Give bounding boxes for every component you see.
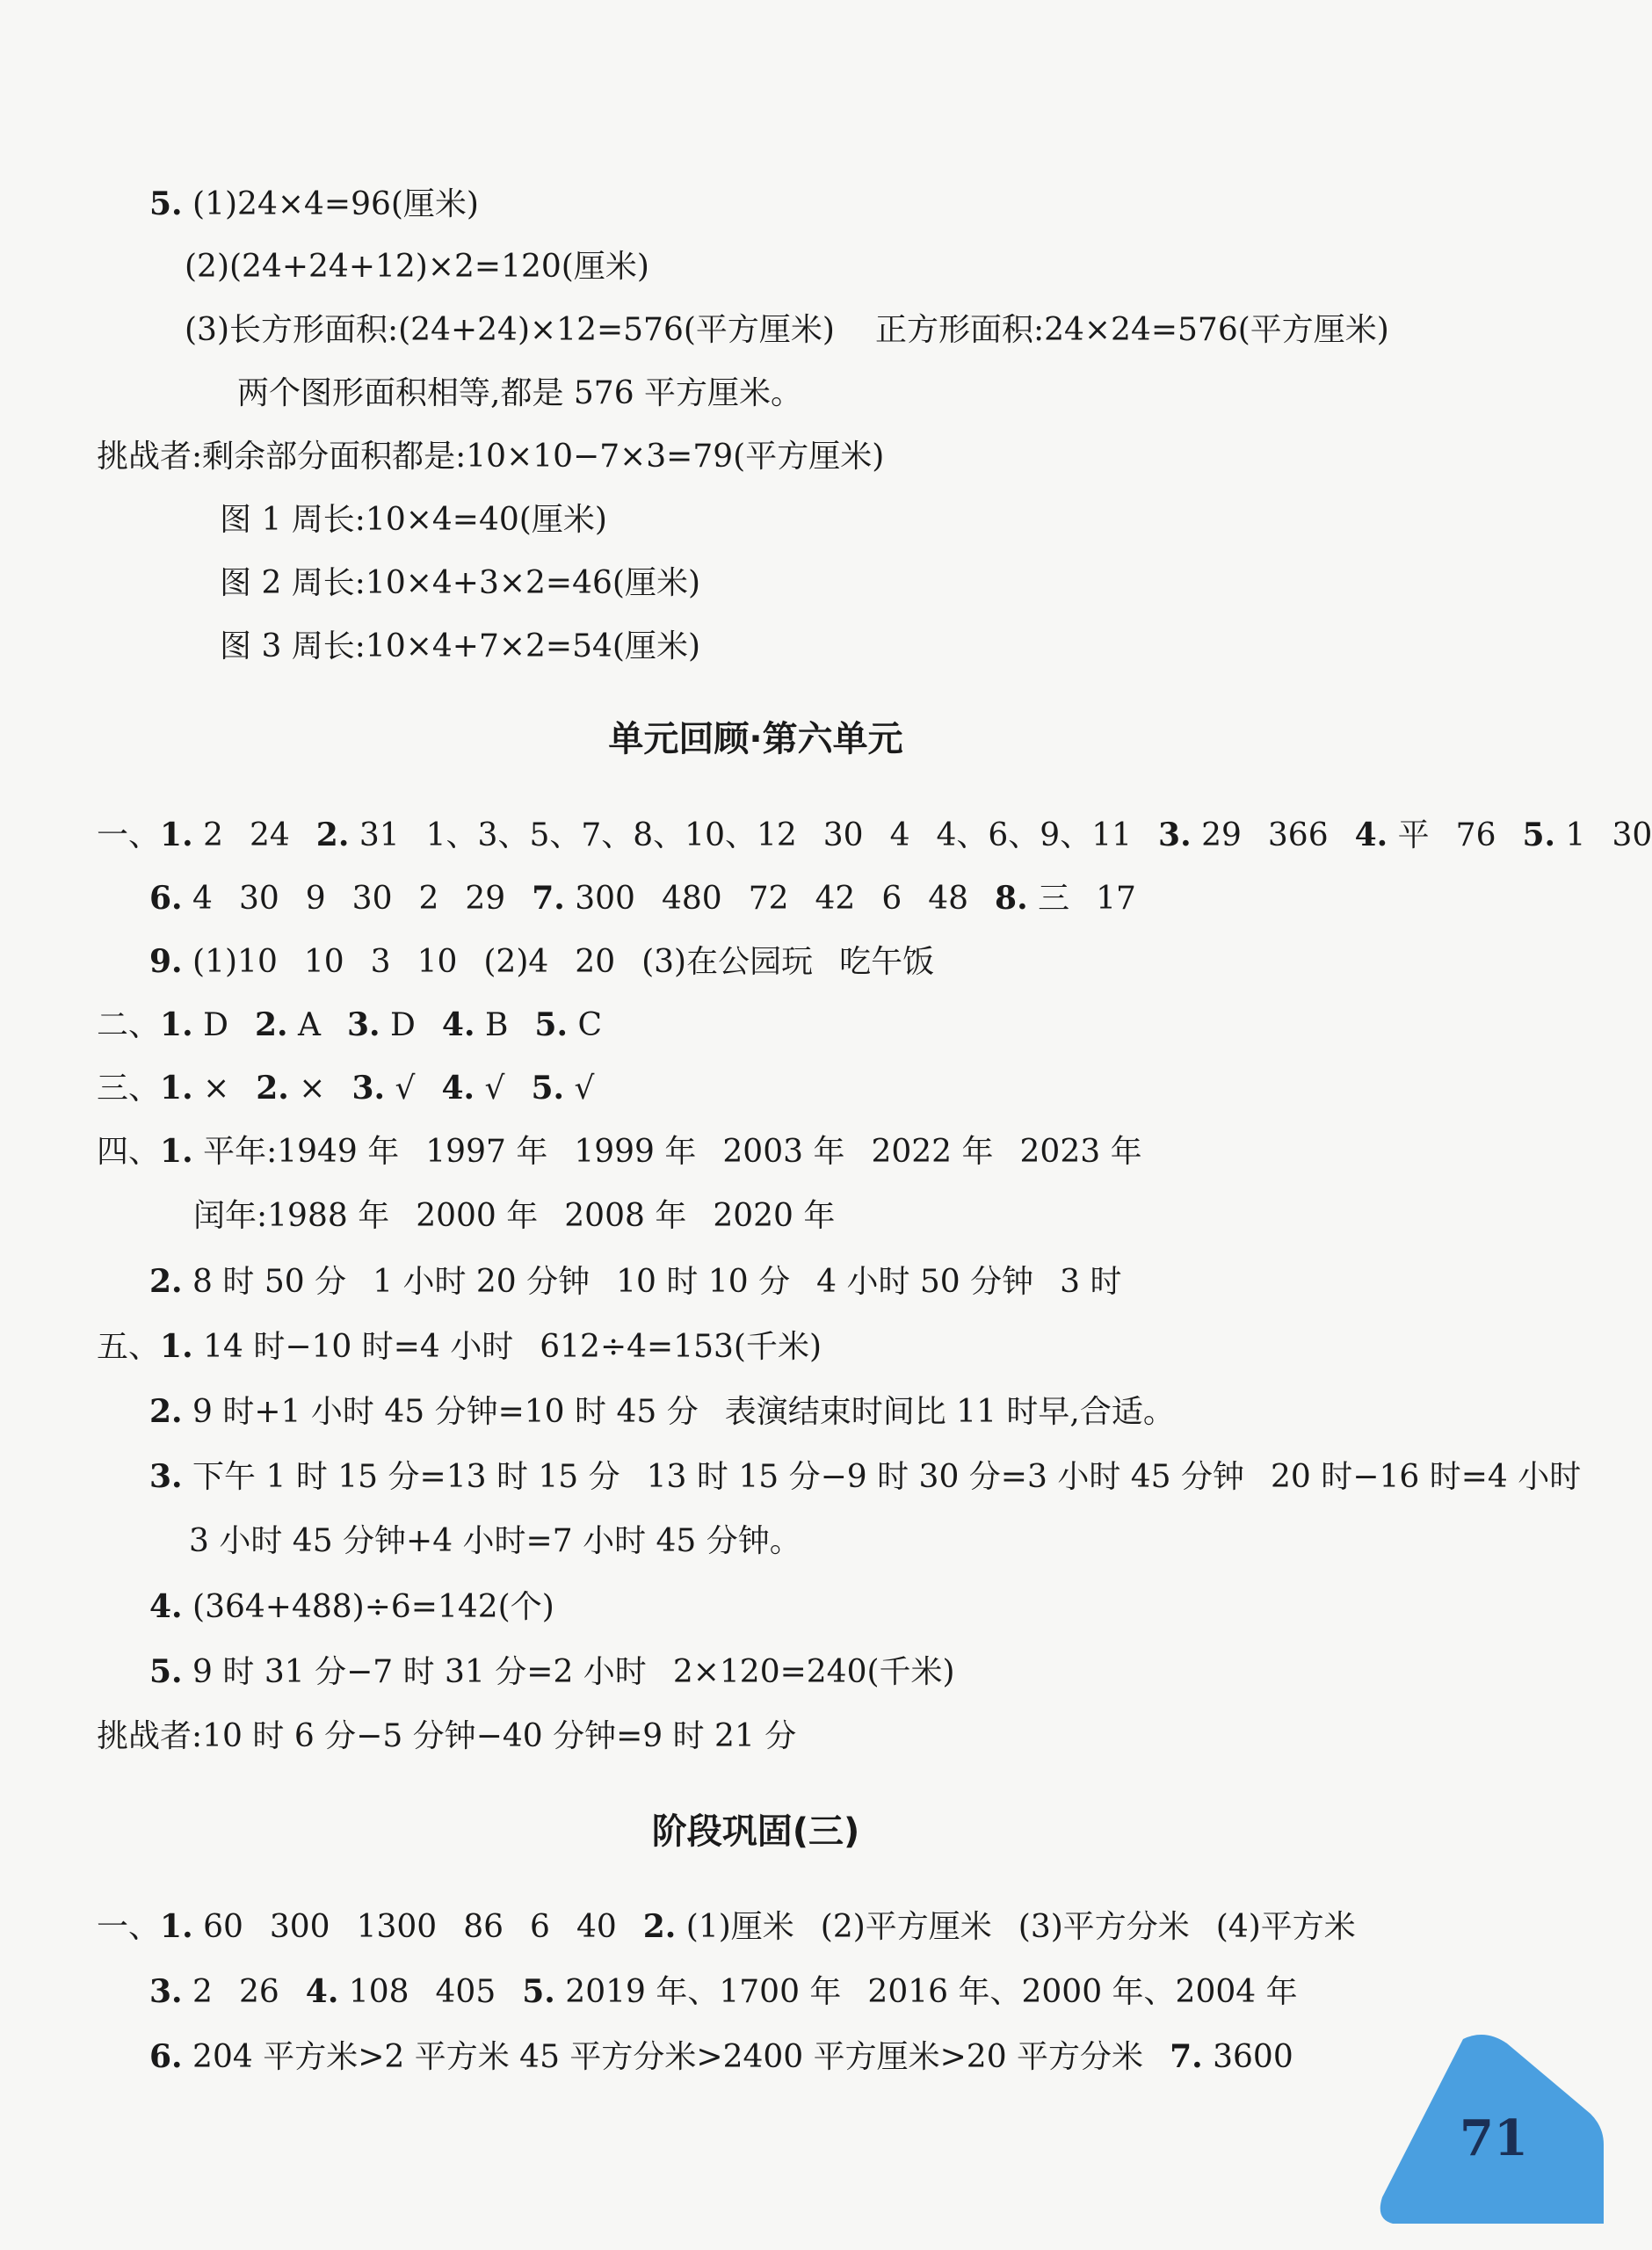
stage3-line3: 6. 204 平方米>2 平方米 45 平方分米>2400 平方厘米>20 平方分米 7. 3600	[149, 2038, 1293, 2075]
q5-conclusion: 两个图形面积相等,都是 576 平方厘米。	[237, 375, 803, 411]
q5-line2: (2)(24+24+12)×2=120(厘米)	[185, 249, 649, 285]
challenger-top: 挑战者:剩余部分面积都是:10×10−7×3=79(平方厘米)	[97, 439, 885, 475]
challenger-fig2: 图 2 周长:10×4+3×2=46(厘米)	[220, 565, 700, 601]
unit6-line3: 9. (1)10 10 3 10 (2)4 20 (3)在公园玩 吃午饭	[149, 943, 935, 980]
unit6-title: 单元回顾·第六单元	[608, 719, 903, 759]
unit6-line7: 闰年:1988 年 2000 年 2008 年 2020 年	[193, 1198, 836, 1234]
unit6-line13: 4. (364+488)÷6=142(个)	[149, 1588, 554, 1625]
unit6-line4: 二、1. D 2. A 3. D 4. B 5. C	[97, 1006, 603, 1043]
unit6-line10: 2. 9 时+1 小时 45 分钟=10 时 45 分 表演结束时间比 11 时早,合适。	[149, 1393, 1175, 1430]
q5-line3: (3)长方形面积:(24+24)×12=576(平方厘米) 正方形面积:24×24=576(平方厘米)	[185, 312, 1389, 348]
unit6-challenger: 挑战者:10 时 6 分−5 分钟−40 分钟=9 时 21 分	[97, 1718, 797, 1754]
stage3-line1: 一、1. 60 300 1300 86 6 40 2. (1)厘米 (2)平方厘米 (3)平方分米 (4)平方米	[97, 1908, 1356, 1945]
unit6-line2: 6. 4 30 9 30 2 29 7. 300 480 72 42 6 48 8. 三 17	[149, 880, 1136, 917]
unit6-line14: 5. 9 时 31 分−7 时 31 分=2 小时 2×120=240(千米)	[149, 1653, 955, 1690]
challenger-fig3: 图 3 周长:10×4+7×2=54(厘米)	[220, 628, 700, 664]
page-number: 71	[1460, 2109, 1528, 2167]
unit6-line5: 三、1. × 2. × 3. √ 4. √ 5. √	[97, 1070, 595, 1107]
unit6-line6: 四、1. 平年:1949 年 1997 年 1999 年 2003 年 2022 年 2023 年	[97, 1133, 1142, 1170]
q5-line1: 5. (1)24×4=96(厘米)	[149, 185, 479, 222]
stage3-title: 阶段巩固(三)	[651, 1811, 860, 1852]
unit6-line12: 3 小时 45 分钟+4 小时=7 小时 45 分钟。	[189, 1523, 801, 1559]
unit6-line8: 2. 8 时 50 分 1 小时 20 分钟 10 时 10 分 4 小时 50 分钟 3 时	[149, 1263, 1122, 1300]
unit6-line11: 3. 下午 1 时 15 分=13 时 15 分 13 时 15 分−9 时 30 分=3 小时 45 分钟 20 时−16 时=4 小时	[149, 1458, 1582, 1495]
unit6-line1: 一、1. 2 24 2. 31 1、3、5、7、8、10、12 30 4 4、6、9、11 3. 29 366 4. 平 76 5. 1 30	[97, 817, 1652, 853]
stage3-line2: 3. 2 26 4. 108 405 5. 2019 年、1700 年 2016 年、2000 年、2004 年	[149, 1973, 1298, 2010]
unit6-line9: 五、1. 14 时−10 时=4 小时 612÷4=153(千米)	[97, 1328, 822, 1365]
challenger-fig1: 图 1 周长:10×4=40(厘米)	[220, 502, 607, 538]
